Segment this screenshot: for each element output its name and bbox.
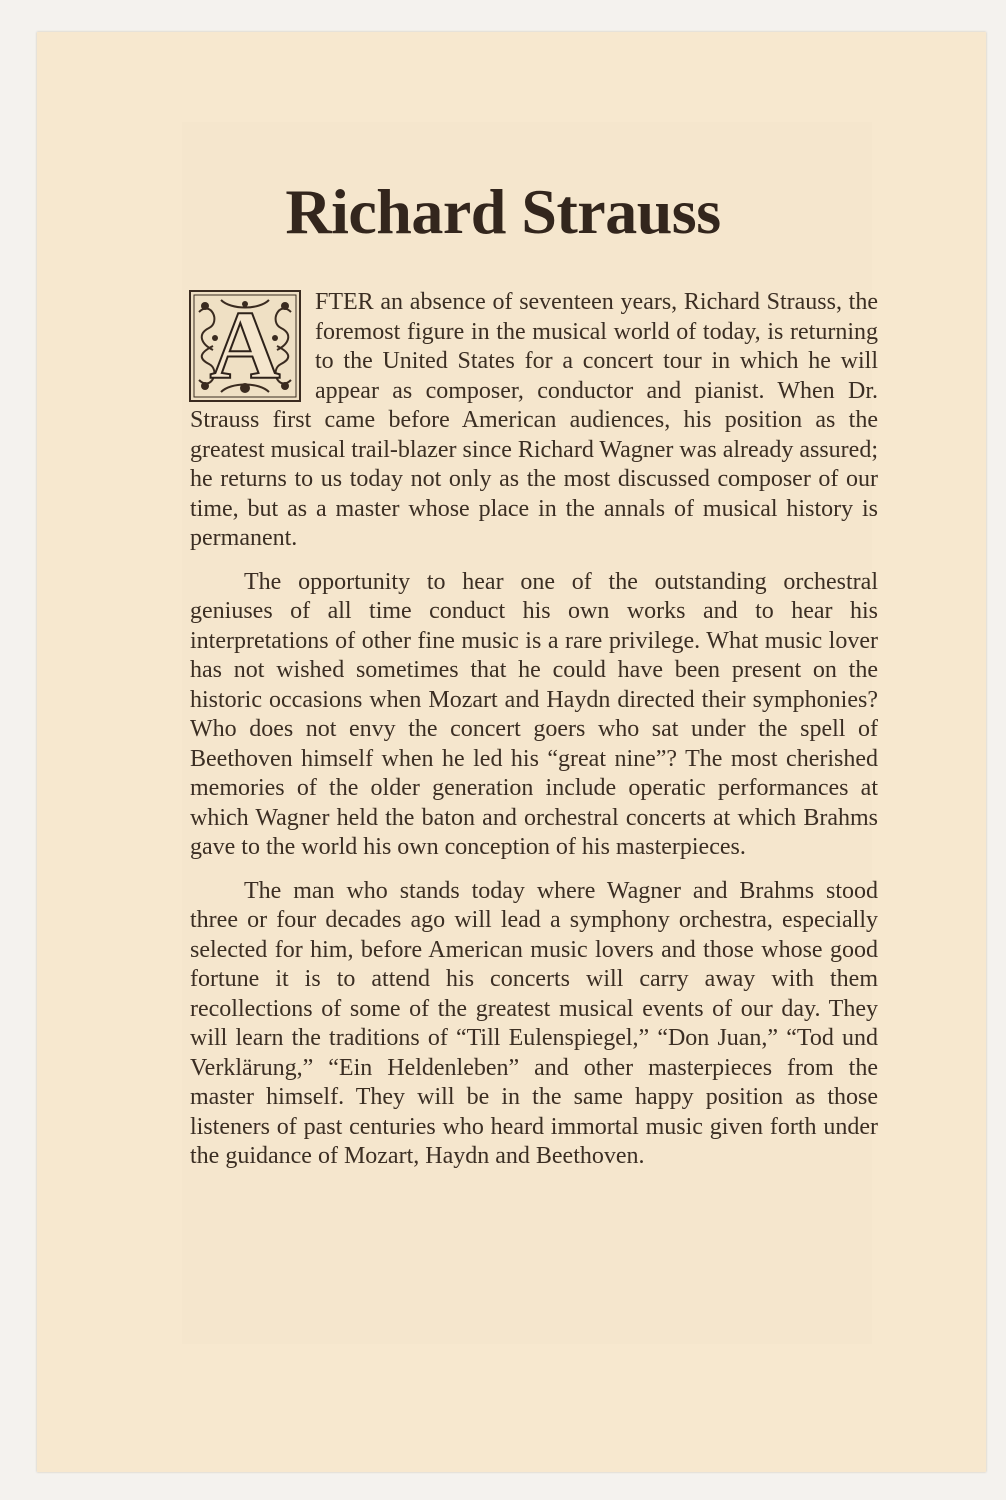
dropcap-letter: A [209, 292, 281, 400]
paragraph-2: The opportunity to hear one of the outstanding orchestral geniuses of all time conduct his own works and to hear his interpretations of other fine music is a rare privilege. What music lover has not wished sometimes that he could have been present on the historic occasions when Mozart and Haydn directed their symphonies? Who does not envy the concert goers who sat under the spell of Beethoven himself when he led his “great nine”? The most cherished memories of the older generation include operatic performances at which Wagner held the baton and orchestral concerts at which Brahms gave to the world his own conception of his masterpieces. [190, 568, 878, 860]
page-title: Richard Strauss [285, 176, 721, 247]
article-body [190, 288, 878, 1186]
paragraph-1 [190, 288, 878, 554]
paragraph-3: The man who stands today where Wagner and Brahms stood three or four decades ago will lead a symphony orchestra, especially selected for him, before American music lovers and those whose good fortune it is to attend his concerts will carry away with them recollections of some of the greatest musical events of our day. They will learn the traditions of “Till Eulenspiegel,” “Don Juan,” “Tod und Verklärung,” “Ein Heldenleben” and other masterpieces from the master himself. They will be in the same happy position as those listeners of past centuries who heard immortal music given forth under the guidance of Mozart, Haydn and Beethoven. [190, 877, 878, 1169]
paragraph-1-text: FTER an absence of seventeen years, Richard Strauss, the foremost figure in the musical world of today, is returning to the United States for a concert tour in which he will appear as composer, conductor and pianist. When Dr. Strauss first came before American audiences, his position as the greatest musical trail-blazer since Richard Wagner was already assured; he returns to us today not only as the most discussed composer of our time, but as a master whose place in the annals of musical history is permanent. [190, 289, 878, 551]
ornamental-dropcap [189, 290, 301, 402]
